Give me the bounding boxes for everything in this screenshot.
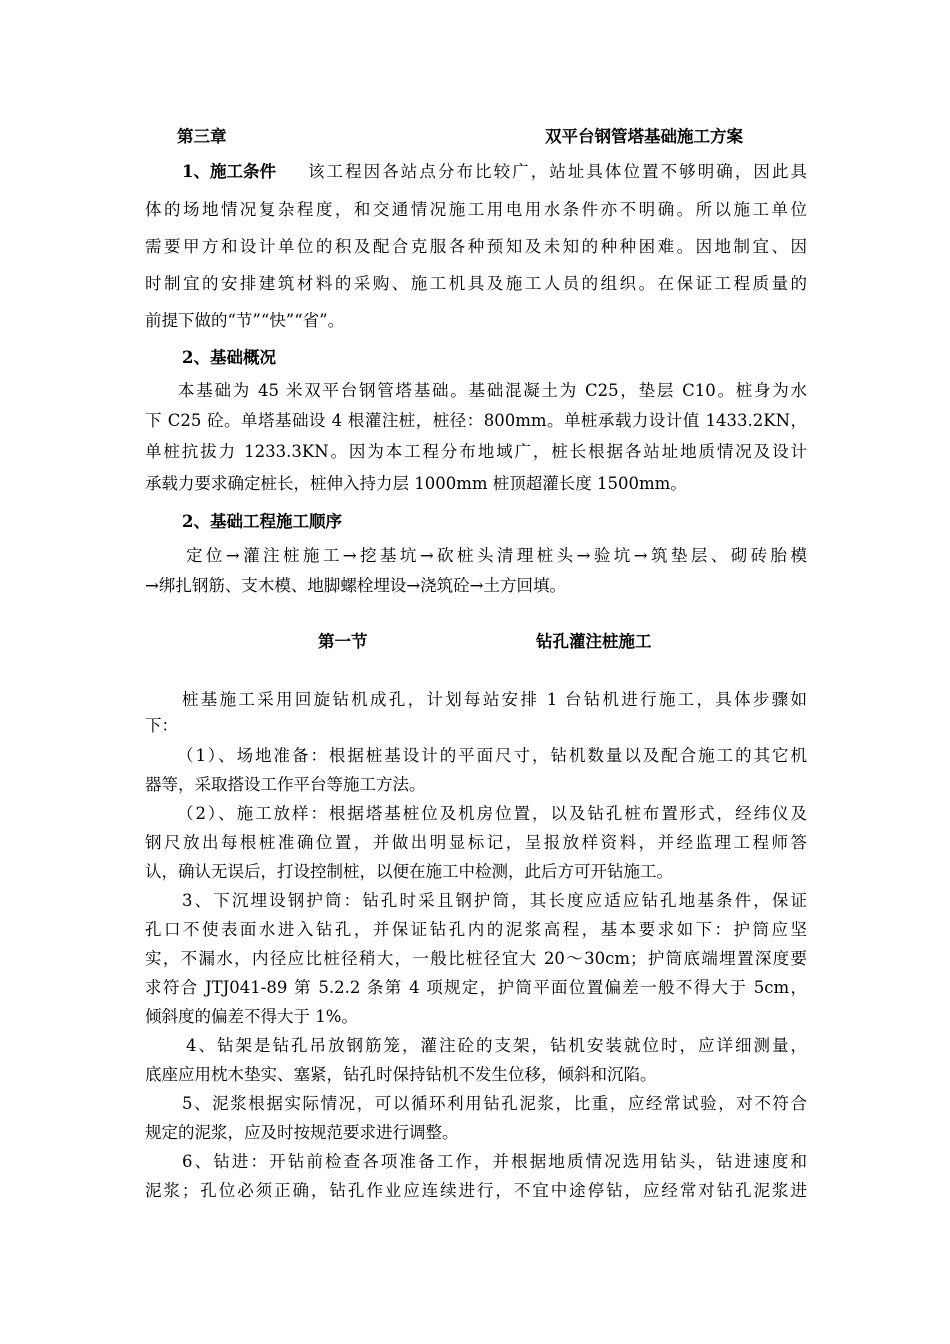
intro-line: 桩基施工采用回旋钻机成孔，计划每站安排 1 台钻机进行施工，具体步骤如: [182, 690, 807, 709]
chapter-title: 双平台钢管塔基础施工方案: [545, 127, 743, 146]
step1-line: 器等，采取搭设工作平台等施工方法。: [145, 775, 426, 794]
step1-line: （1）、场地准备：根据桩基设计的平面尺寸，钻机数量以及配合施工的其它机: [177, 746, 807, 765]
s2-line: 单桩抗拔力 1233.3KN。因为本工程分布地域广，桩长根据各站址地质情况及设计: [145, 442, 807, 461]
step3-line: 孔口不使表面水进入钻孔，并保证钻孔内的泥浆高程，基本要求如下：护筒应坚: [145, 920, 807, 939]
s2-line: 本基础为 45 米双平台钢管塔基础。基础混凝土为 C25，垫层 C10。桩身为水: [178, 381, 807, 400]
step3-line: 3、下沉埋设钢护筒：钻孔时采且钢护筒，其长度应适应钻孔地基条件，保证: [182, 891, 807, 910]
s1-heading: 1、施工条件: [182, 162, 276, 181]
s1-line: 时制宜的安排建筑材料的采购、施工机具及施工人员的组织。在保证工程质量的: [145, 274, 807, 293]
s1-line: 前提下做的“节”“快”“省”。: [145, 311, 345, 330]
step5-line: 规定的泥浆，应及时按规范要求进行调整。: [145, 1123, 459, 1142]
s2-heading: 2、基础概况: [182, 348, 276, 367]
step2-line: 钢尺放出每根桩准确位置，并做出明显标记，呈报放样资料，并经监理工程师答: [145, 833, 807, 852]
s3-heading: 2、基础工程施工顺序: [182, 512, 342, 531]
step6-line: 泥浆；孔位必须正确，钻孔作业应连续进行，不宜中途停钻，应经常对钻孔泥浆进: [145, 1181, 807, 1200]
s1-line: 该工程因各站点分布比较广，站址具体位置不够明确，因此具: [308, 162, 807, 181]
step4-line: 4、钻架是钻孔吊放钢筋笼，灌注砼的支架，钻机安装就位时，应详细测量，: [186, 1036, 807, 1055]
section-title: 钻孔灌注桩施工: [536, 632, 652, 651]
step3-line: 求符合 JTJ041-89 第 5.2.2 条第 4 项规定，护筒平面位置偏差一般不得大于 5cm，: [145, 978, 807, 997]
s1-line: 体的场地情况复杂程度，和交通情况施工用电用水条件亦不明确。所以施工单位: [145, 200, 807, 219]
step2-line: 认，确认无误后，打设控制桩，以便在施工中检测，此后方可开钻施工。: [145, 862, 673, 881]
step6-line: 6、钻进：开钻前检查各项准备工作，并根据地质情况选用钻头，钻进速度和: [182, 1152, 807, 1171]
section-number: 第一节: [318, 632, 368, 651]
s2-line: 承载力要求确定桩长，桩伸入持力层 1000mm 桩顶超灌长度 1500mm。: [145, 474, 687, 493]
s1-line: 需要甲方和设计单位的积及配合克服各种预知及未知的种种困难。因地制宜、因: [145, 237, 807, 256]
chapter-number: 第三章: [177, 127, 227, 146]
step5-line: 5、泥浆根据实际情况，可以循环利用钻孔泥浆，比重，应经常试验，对不符合: [182, 1094, 807, 1113]
step3-line: 倾斜度的偏差不得大于 1%。: [145, 1007, 358, 1026]
step2-line: （2）、施工放样：根据塔基桩位及机房位置，以及钻孔桩布置形式，经纬仪及: [177, 804, 807, 823]
s3-line: 定位→灌注桩施工→挖基坑→砍桩头清理桩头→验坑→筑垫层、砌砖胎模: [186, 546, 807, 565]
step4-line: 底座应用枕木垫实、塞紧，钻孔时保持钻机不发生位移，倾斜和沉陷。: [145, 1065, 657, 1084]
s3-line: →绑扎钢筋、支木模、地脚螺栓埋设→浇筑砼→土方回填。: [145, 576, 566, 595]
s2-line: 下 C25 砼。单塔基础设 4 根灌注桩，桩径：800mm。单桩承载力设计值 1433.2KN，: [145, 411, 807, 430]
step3-line: 实，不漏水，内径应比桩径稍大，一般比桩径宜大 20～30cm；护筒底端埋置深度要: [145, 949, 807, 968]
intro-line: 下：: [145, 716, 178, 735]
